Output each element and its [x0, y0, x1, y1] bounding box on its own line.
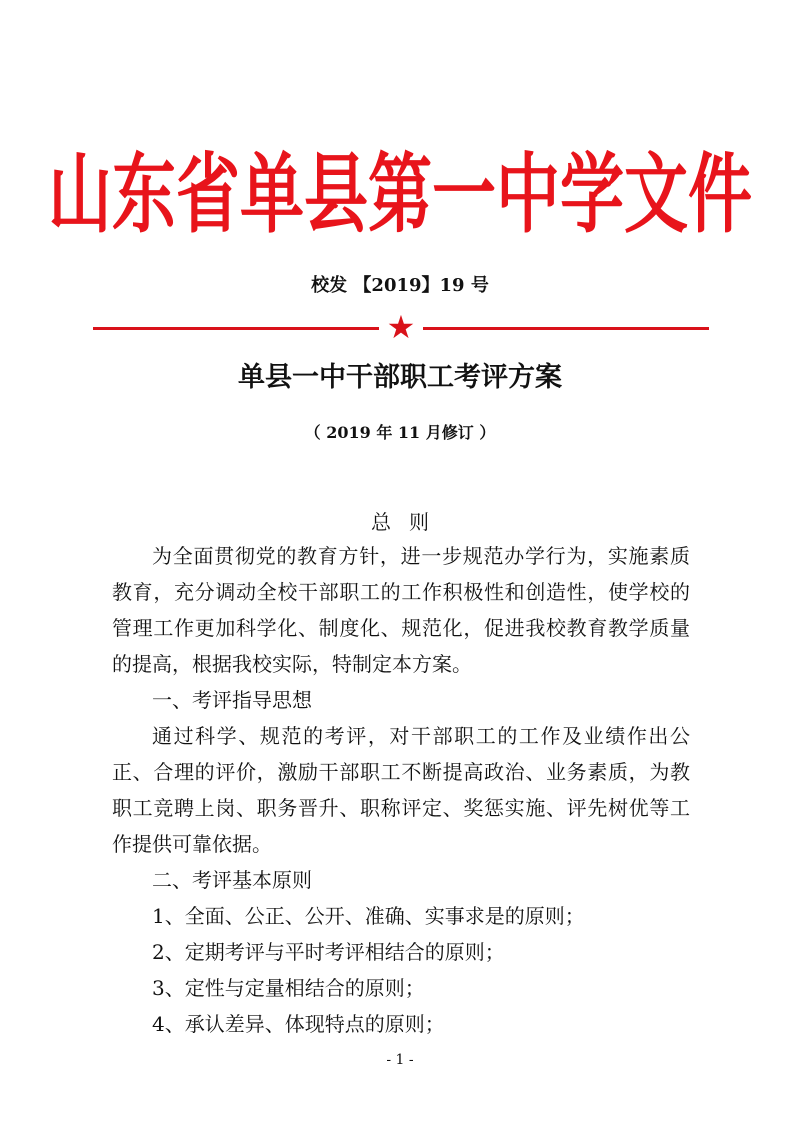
principle-item: 1、全面、公正、公开、准确、实事求是的原则； — [152, 904, 585, 928]
document-title: 单县一中干部职工考评方案 — [238, 362, 562, 393]
star-icon: ★ — [386, 308, 416, 346]
section-heading: 总则 — [371, 510, 447, 534]
masthead-title: 山东省单县第一中学文件 — [48, 145, 752, 246]
revision-note: （ 2019 年 11 月修订 ） — [304, 423, 496, 442]
page-number: - 1 - — [386, 1052, 414, 1068]
heading-basic-principles: 二、考评基本原则 — [152, 868, 312, 892]
principle-item: 2、定期考评与平时考评相结合的原则； — [152, 940, 505, 964]
heading-guiding-thought: 一、考评指导思想 — [152, 688, 312, 712]
red-divider — [93, 308, 709, 346]
paragraph-preamble: 为全面贯彻党的教育方针，进一步规范办学行为，实施素质教育，充分调动全校干部职工的工作积极性和创造性，使学校的管理工作更加科学化、制度化、规范化，促进我校教育教学质量的提高，根据我校实际，特制定本方案。 — [112, 544, 690, 676]
paragraph-guiding-thought: 通过科学、规范的考评，对干部职工的工作及业绩作出公正、合理的评价，激励干部职工不断提高政治、业务素质，为教职工竞聘上岗、职务晋升、职称评定、奖惩实施、评先树优等工作提供可靠依据。 — [112, 724, 690, 856]
principle-item: 4、承认差异、体现特点的原则； — [152, 1012, 445, 1036]
principle-item: 3、定性与定量相结合的原则； — [152, 976, 425, 1000]
document-number: 校发 【2019】19 号 — [311, 275, 489, 296]
divider-line-left — [93, 327, 379, 330]
divider-line-right — [423, 327, 709, 330]
